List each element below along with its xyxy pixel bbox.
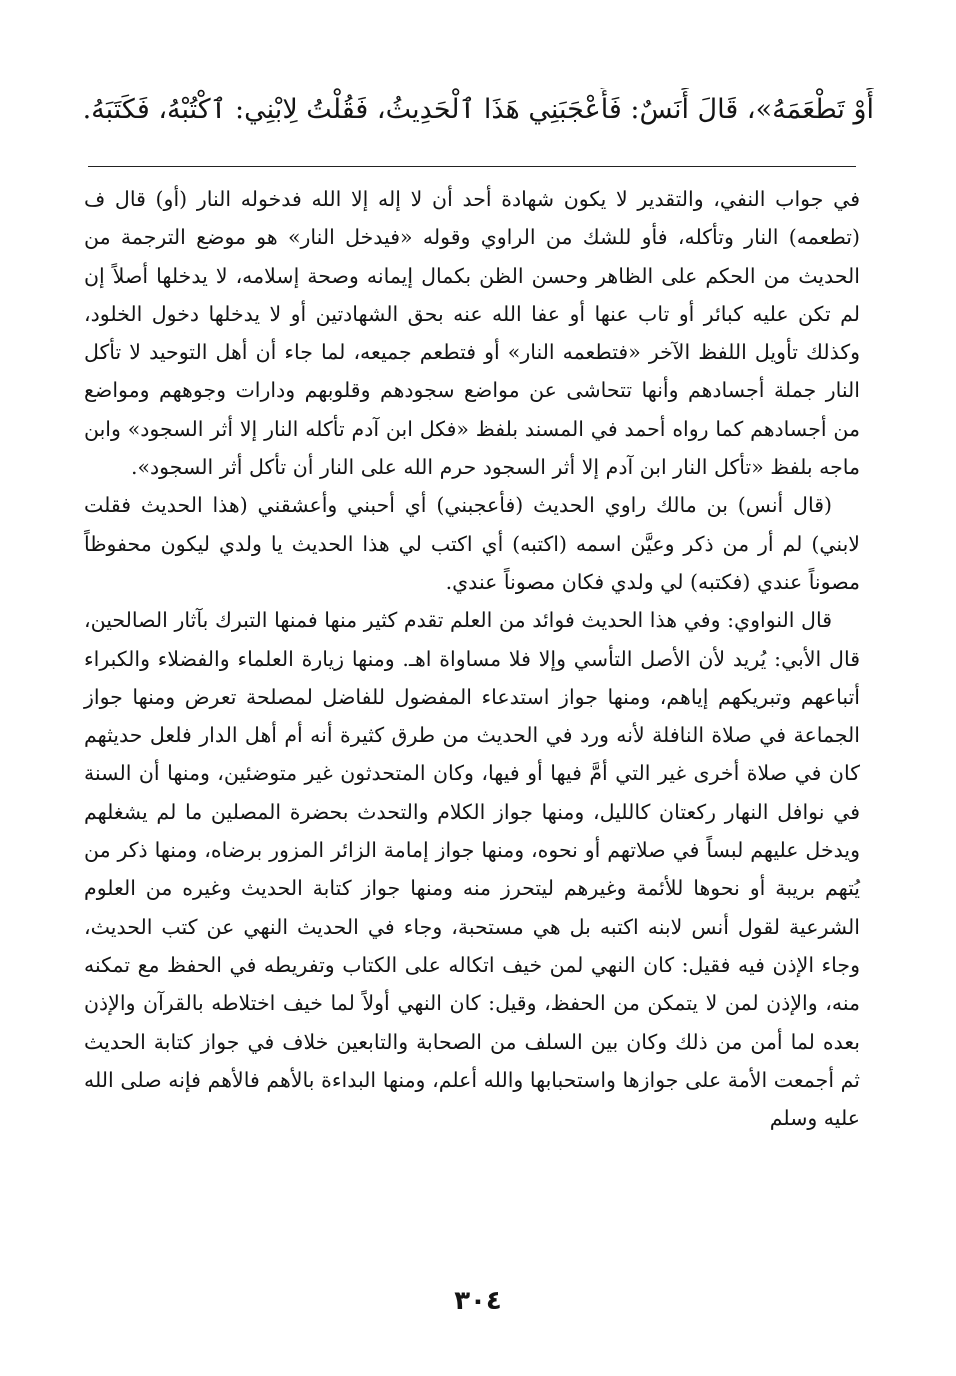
hadith-text-line: أَوْ تَطْعَمَهُ»، قَالَ أَنَسٌ: فَأَعْجَبَنِي هَذَا ٱلْحَدِيثُ، فَقُلْتُ لِابْنِي: ٱكْتُبْهُ، فَكَتَبَهُ. [82,94,874,125]
commentary-paragraph: (قال أنس) بن مالك راوي الحديث (فأعجبني) أي أحبني وأعشقني (هذا الحديث فقلت لابني) لم أر من ذكر وعيَّن اسمه (اكتبه) أي اكتب لي هذا الحديث يا ولدي ليكون محفوظاً مصوناً عندي (فكتبه) لي ولدي فكان مصوناً عندي. [84,493,860,594]
page-number: ٣٠٤ [454,1286,502,1316]
commentary-paragraph: قال النواوي: وفي هذا الحديث فوائد من العلم تقدم كثير منها فمنها التبرك بآثار الصالحين، قال الأبي: يُريد لأن الأصل التأسي وإلا فلا مساواة اهـ. ومنها زيارة العلماء والفضلاء والكبراء أتباعهم وتبريكهم إياهم، ومنها جواز استدعاء المفضول للفاضل لمصلحة تعرض ومنها جواز الجماعة في صلاة النافلة لأنه ورد في الحديث من طرق كثيرة أنه أم أهل الدار فلعل حديثهم كان في صلاة أخرى غير التي أمَّ فيها أو فيها، وكان المتحدثون غير متوضئين، ومنها أن السنة في نوافل النهار ركعتان كالليل، ومنها جواز الكلام والتحدث بحضرة المصلين ما لم يشغلهم ويدخل عليهم لبساً في صلاتهم أو نحوه، ومنها جواز إمامة الزائر المزور برضاه، ومنها ذكر من يُتهم بريبة أو نحوها للأئمة وغيرهم ليتحرز منه ومنها جواز كتابة الحديث وغيره من العلوم الشرعية لقول أنس لابنه اكتبه بل هي مستحبة، وجاء في الحديث النهي عن كتب الحديث، وجاء الإذن فيه فقيل: كان النهي لمن خيف اتكاله على الكتاب وتفريطه في الحفظ مع تمكنه منه، والإذن لمن لا يتمكن من الحفظ، وقيل: كان النهي أولاً لما خيف اختلاطه بالقرآن والإذن بعده لما أمن من ذلك وكان بين السلف من الصحابة والتابعين خلاف في جواز كتابة الحديث ثم أجمعت الأمة على جوازها واستحبابها والله أعلم، ومنها البداءة بالأهم فالأهم فإنه صلى الله عليه وسلم [84,608,860,1131]
footnote-separator [88,166,856,167]
commentary-paragraph: في جواب النفي، والتقدير لا يكون شهادة أحد أن لا إله إلا الله فدخوله النار (أو) قال ف (تطعمه) النار وتأكله، فأو للشك من الراوي وقوله «فيدخل النار» هو موضع الترجمة من الحديث من الحكم على الظاهر وحسن الظن بكمال إيمانه وصحة إسلامه، لا يدخلها أصلاً إن لم تكن عليه كبائر أو تاب عنها أو عفا الله عنه بحق الشهادتين أو لا يدخلها دخول الخلود، وكذلك تأويل اللفظ الآخر «فتطعمه النار» أو فتطعم جميعه، لما جاء أن أهل التوحيد لا تأكل النار جملة أجسادهم وأنها تتحاشى عن مواضع سجودهم وقلوبهم ودارات وجوههم ومواضع من أجسادهم كما رواه أحمد في المسند بلفظ «فكل ابن آدم تأكله النار إلا أثر السجود» وابن ماجه بلفظ «تأكل النار ابن آدم إلا أثر السجود حرم الله على النار أن تأكل أثر السجود». [84,187,860,480]
commentary-body [84,180,860,1137]
